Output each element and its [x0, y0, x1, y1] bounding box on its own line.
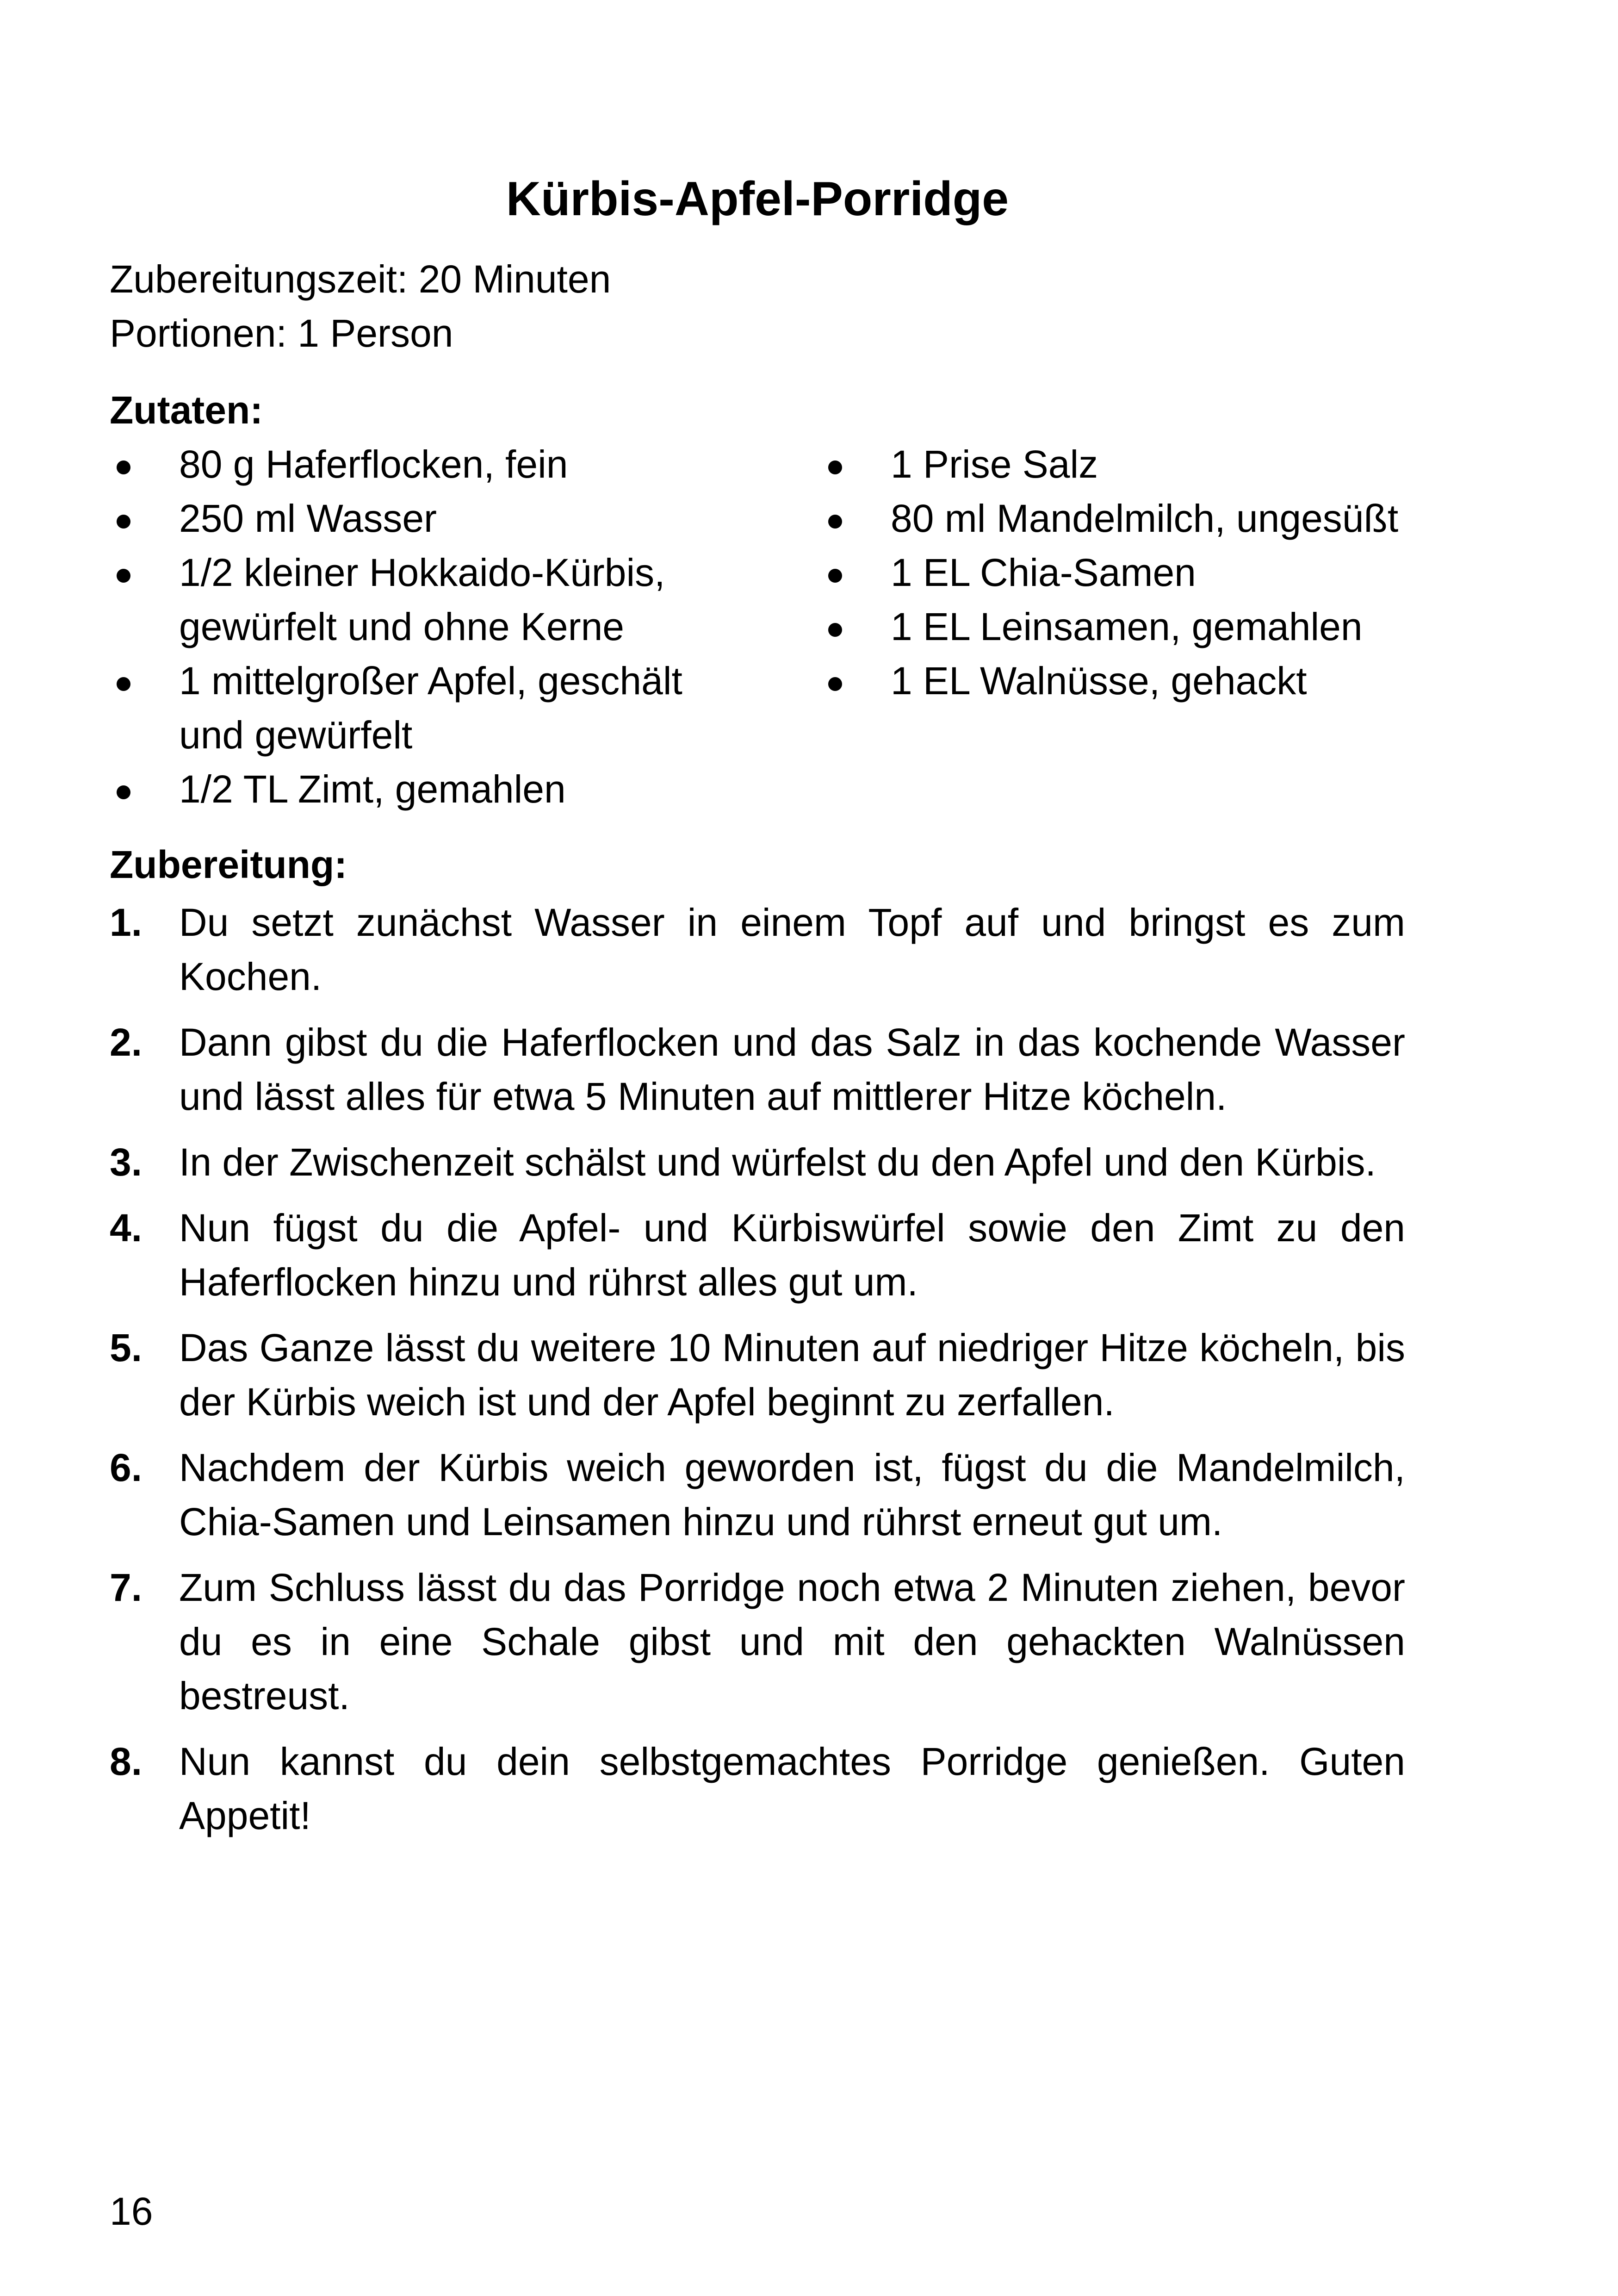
step-item	[110, 1441, 1405, 1549]
step-item	[110, 1321, 1405, 1429]
ingredient-item: 1 EL Leinsamen, gemahlen	[821, 600, 1418, 654]
step-text: In der Zwischenzeit schälst und würfelst du den Apfel und den Kürbis.	[179, 1140, 1376, 1184]
bullet-icon	[821, 492, 849, 546]
step-item	[110, 1201, 1405, 1309]
ingredient-item: 80 g Haferflocken, fein	[110, 437, 707, 492]
ingredient-item: 80 ml Mandelmilch, ungesüßt	[821, 492, 1418, 546]
portions: Portionen: 1 Person	[110, 311, 453, 355]
bullet-icon	[110, 492, 137, 546]
step-text: Dann gibst du die Haferflocken und das Salz in das kochende Wasser und lässt alles für etwa 5 Minuten auf mittlerer Hitze köcheln.	[179, 1020, 1405, 1118]
step-text: Das Ganze lässt du weitere 10 Minuten auf niedriger Hitze köcheln, bis der Kürbis weich ist und der Apfel beginnt zu zerfallen.	[179, 1326, 1405, 1424]
prep-time: Zubereitungszeit: 20 Minuten	[110, 257, 611, 301]
step-number: 2.	[110, 1020, 143, 1064]
ingredient-item: 1 EL Walnüsse, gehackt	[821, 654, 1418, 708]
ingredients-list-left	[110, 437, 707, 816]
ingredient-item: 1 mittelgroßer Apfel, geschält und gewürfelt	[110, 654, 707, 762]
step-number: 8.	[110, 1740, 143, 1783]
ingredient-item: 1 Prise Salz	[821, 437, 1418, 492]
bullet-icon	[110, 654, 137, 708]
bullet-icon	[821, 437, 849, 492]
step-number: 7.	[110, 1566, 143, 1609]
ingredient-item: 1/2 TL Zimt, gemahlen	[110, 762, 707, 816]
preparation-heading: Zubereitung:	[110, 843, 347, 886]
ingredients-list-right	[821, 437, 1418, 708]
bullet-icon	[821, 654, 849, 708]
ingredient-item: 1 EL Chia-Samen	[821, 546, 1418, 600]
step-number: 3.	[110, 1140, 143, 1184]
step-item	[110, 896, 1405, 1004]
step-text: Zum Schluss lässt du das Porridge noch etwa 2 Minuten ziehen, bevor du es in eine Schale gibst und mit den gehackten Walnüssen bestreust.	[179, 1566, 1405, 1717]
recipe-meta	[110, 252, 611, 361]
step-number: 4.	[110, 1206, 143, 1250]
ingredients-heading: Zutaten:	[110, 388, 263, 432]
bullet-icon	[110, 762, 137, 816]
step-number: 5.	[110, 1326, 143, 1369]
step-number: 6.	[110, 1446, 143, 1489]
step-number: 1.	[110, 901, 143, 944]
step-text: Nun kannst du dein selbstgemachtes Porridge genießen. Guten Appetit!	[179, 1740, 1405, 1837]
step-text: Du setzt zunächst Wasser in einem Topf auf und bringst es zum Kochen.	[179, 901, 1405, 998]
bullet-icon	[821, 546, 849, 600]
preparation-steps	[110, 896, 1405, 1854]
bullet-icon	[110, 437, 137, 492]
step-text: Nachdem der Kürbis weich geworden ist, fügst du die Mandelmilch, Chia-Samen und Leinsamen hinzu und rührst erneut gut um.	[179, 1446, 1405, 1543]
bullet-icon	[821, 600, 849, 654]
step-text: Nun fügst du die Apfel- und Kürbiswürfel sowie den Zimt zu den Haferflocken hinzu und rührst alles gut um.	[179, 1206, 1405, 1304]
page-number: 16	[110, 2190, 153, 2233]
recipe-title: Kürbis-Apfel-Porridge	[506, 172, 1009, 226]
ingredient-item: 250 ml Wasser	[110, 492, 707, 546]
bullet-icon	[110, 546, 137, 600]
ingredient-item: 1/2 kleiner Hokkaido-Kürbis, gewürfelt und ohne Kerne	[110, 546, 707, 654]
step-item	[110, 1561, 1405, 1723]
step-item	[110, 1015, 1405, 1124]
step-item	[110, 1735, 1405, 1843]
step-item	[110, 1135, 1405, 1189]
